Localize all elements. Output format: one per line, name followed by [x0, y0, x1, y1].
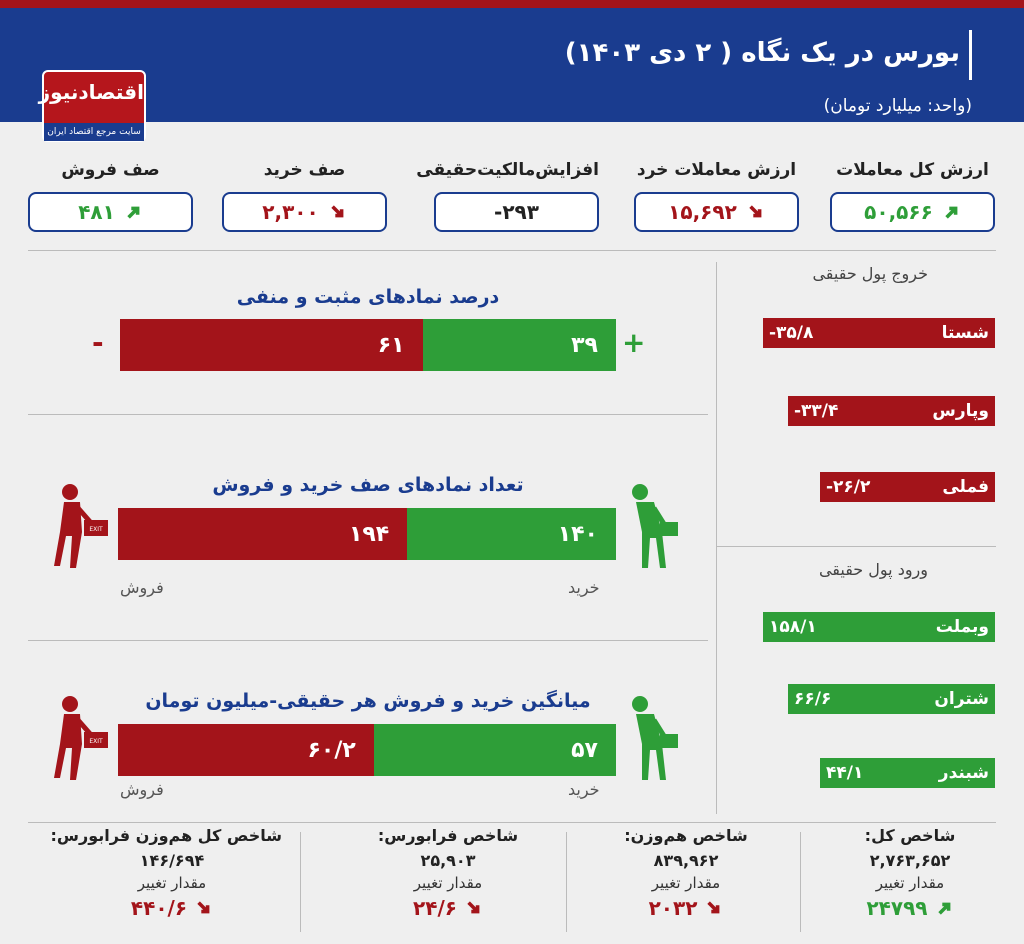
inflow-title: ورود پول حقیقی	[818, 560, 928, 579]
inflow-item	[820, 758, 995, 788]
plus-sign: +	[622, 326, 646, 359]
divider	[28, 250, 996, 251]
stat-sell-queue	[28, 160, 193, 232]
inflow-name: وبملت	[935, 617, 989, 637]
outflow-name: وپارس	[932, 401, 989, 421]
index-value: ۸۳۹,۹۶۲	[653, 851, 719, 870]
top-accent-strip	[0, 0, 1024, 8]
outflow-value: -۳۳/۴	[794, 401, 839, 421]
stat-label: افزایش‌مالکیت‌حقیقی	[416, 160, 599, 180]
index-change	[576, 896, 796, 920]
index-farabourse-equal-weight	[50, 826, 282, 920]
stat-value: ۱۵,۶۹۲	[668, 200, 737, 224]
buy-label: خرید	[568, 780, 600, 799]
stat-box	[434, 192, 599, 232]
stat-label: صف فروش	[61, 160, 160, 180]
arrow-down-icon	[465, 899, 483, 917]
stat-box	[28, 192, 193, 232]
arrow-down-icon	[747, 203, 765, 221]
index-change	[62, 896, 282, 920]
minus-sign: -	[92, 326, 104, 359]
arrow-up-icon	[936, 899, 954, 917]
divider	[28, 414, 708, 415]
buy-queue-segment	[407, 508, 616, 560]
title-divider	[969, 30, 972, 80]
stat-label: صف خرید	[263, 160, 346, 180]
stat-value: -۲۹۳	[494, 200, 539, 224]
queue-bar	[118, 508, 616, 560]
sell-queue-value: ۱۹۴	[348, 521, 390, 547]
stat-label: ارزش کل معاملات	[836, 160, 989, 180]
section-title: تعداد نمادهای صف خرید و فروش	[212, 474, 524, 496]
sell-average-value: ۶۰/۲	[307, 737, 356, 763]
sell-queue-segment	[118, 508, 407, 560]
buyer-briefcase-icon	[626, 480, 686, 570]
stat-box	[634, 192, 799, 232]
outflow-name: شستا	[941, 323, 989, 343]
stat-ownership-increase	[416, 160, 599, 232]
outflow-name: فملی	[942, 477, 989, 497]
index-change-value: ۲۴/۶	[413, 896, 457, 920]
outflow-value: -۲۶/۲	[826, 477, 871, 497]
buy-label: خرید	[568, 578, 600, 597]
divider	[28, 822, 996, 823]
negative-value: ۶۱	[377, 332, 405, 358]
index-change-label: مقدار تغییر	[137, 874, 207, 892]
buy-average-segment	[374, 724, 616, 776]
index-change-value: ۲۰۳۲	[648, 896, 698, 920]
stat-label: ارزش معاملات خرد	[636, 160, 797, 180]
index-change-label: مقدار تغییر	[875, 874, 945, 892]
positive-negative-bar	[120, 319, 616, 371]
stat-value: ۴۸۱	[78, 200, 115, 224]
arrow-up-icon	[125, 203, 143, 221]
logo-name: اقتصادنیوز	[38, 80, 144, 104]
divider	[300, 832, 301, 932]
seller-exit-icon	[52, 692, 112, 782]
stat-buy-queue	[222, 160, 387, 232]
positive-value: ۳۹	[571, 332, 598, 358]
inflow-item	[763, 612, 995, 642]
divider	[716, 262, 717, 814]
index-label: شاخص کل:	[864, 826, 956, 845]
stat-box	[222, 192, 387, 232]
header-banner	[0, 8, 1024, 122]
svg-text:EXIT: EXIT	[89, 526, 103, 533]
inflow-name: شتران	[934, 689, 989, 709]
negative-segment	[120, 319, 423, 371]
average-bar	[118, 724, 616, 776]
section-title: درصد نمادهای مثبت و منفی	[236, 286, 500, 308]
outflow-value: -۳۵/۸	[769, 323, 814, 343]
index-label: شاخص کل هم‌وزن فرابورس:	[50, 826, 282, 845]
sell-label: فروش	[120, 578, 164, 597]
inflow-value: ۴۴/۱	[826, 763, 864, 783]
index-change	[800, 896, 1020, 920]
inflow-name: شبندر	[938, 763, 989, 783]
divider	[28, 640, 708, 641]
inflow-value: ۶۶/۶	[794, 689, 832, 709]
unit-note: (واحد: میلیارد تومان)	[823, 96, 972, 116]
outflow-item	[788, 396, 995, 426]
index-total	[800, 826, 1020, 920]
arrow-down-icon	[195, 899, 213, 917]
buy-queue-value: ۱۴۰	[557, 521, 598, 547]
brand-logo	[38, 70, 146, 142]
index-farabourse	[338, 826, 558, 920]
svg-text:EXIT: EXIT	[89, 738, 103, 745]
positive-segment	[423, 319, 616, 371]
stat-total-value	[830, 160, 995, 232]
inflow-value: ۱۵۸/۱	[769, 617, 817, 637]
buyer-briefcase-icon	[626, 692, 686, 782]
index-value: ۲,۷۶۳,۶۵۲	[869, 851, 951, 870]
arrow-up-icon	[943, 203, 961, 221]
stat-retail-value	[634, 160, 799, 232]
sell-label: فروش	[120, 780, 164, 799]
section-title: میانگین خرید و فروش هر حقیقی-میلیون تومان	[145, 690, 591, 712]
index-value: ۱۴۶/۶۹۴	[139, 851, 205, 870]
outflow-item	[763, 318, 995, 348]
logo-tagline: سایت مرجع اقتصاد ایران	[44, 123, 144, 141]
inflow-item	[788, 684, 995, 714]
index-change-label: مقدار تغییر	[413, 874, 483, 892]
stat-value: ۲,۳۰۰	[262, 200, 319, 224]
index-label: شاخص هم‌وزن:	[624, 826, 748, 845]
index-change-label: مقدار تغییر	[651, 874, 721, 892]
stat-value: ۵۰,۵۶۶	[864, 200, 933, 224]
buy-average-value: ۵۷	[571, 737, 598, 763]
index-equal-weight	[576, 826, 796, 920]
index-value: ۲۵,۹۰۳	[420, 851, 476, 870]
outflow-item	[820, 472, 995, 502]
divider	[716, 546, 996, 547]
sell-average-segment	[118, 724, 374, 776]
page-title: بورس در یک نگاه ( ۲ دی ۱۴۰۳)	[564, 38, 960, 68]
outflow-title: خروج پول حقیقی	[812, 264, 928, 283]
index-change-value: ۲۴۷۹۹	[866, 896, 928, 920]
divider	[566, 832, 567, 932]
seller-exit-icon	[52, 480, 112, 570]
index-change	[338, 896, 558, 920]
arrow-down-icon	[705, 899, 723, 917]
index-change-value: ۴۴۰/۶	[130, 896, 188, 920]
arrow-down-icon	[329, 203, 347, 221]
index-label: شاخص فرابورس:	[377, 826, 519, 845]
stat-box	[830, 192, 995, 232]
